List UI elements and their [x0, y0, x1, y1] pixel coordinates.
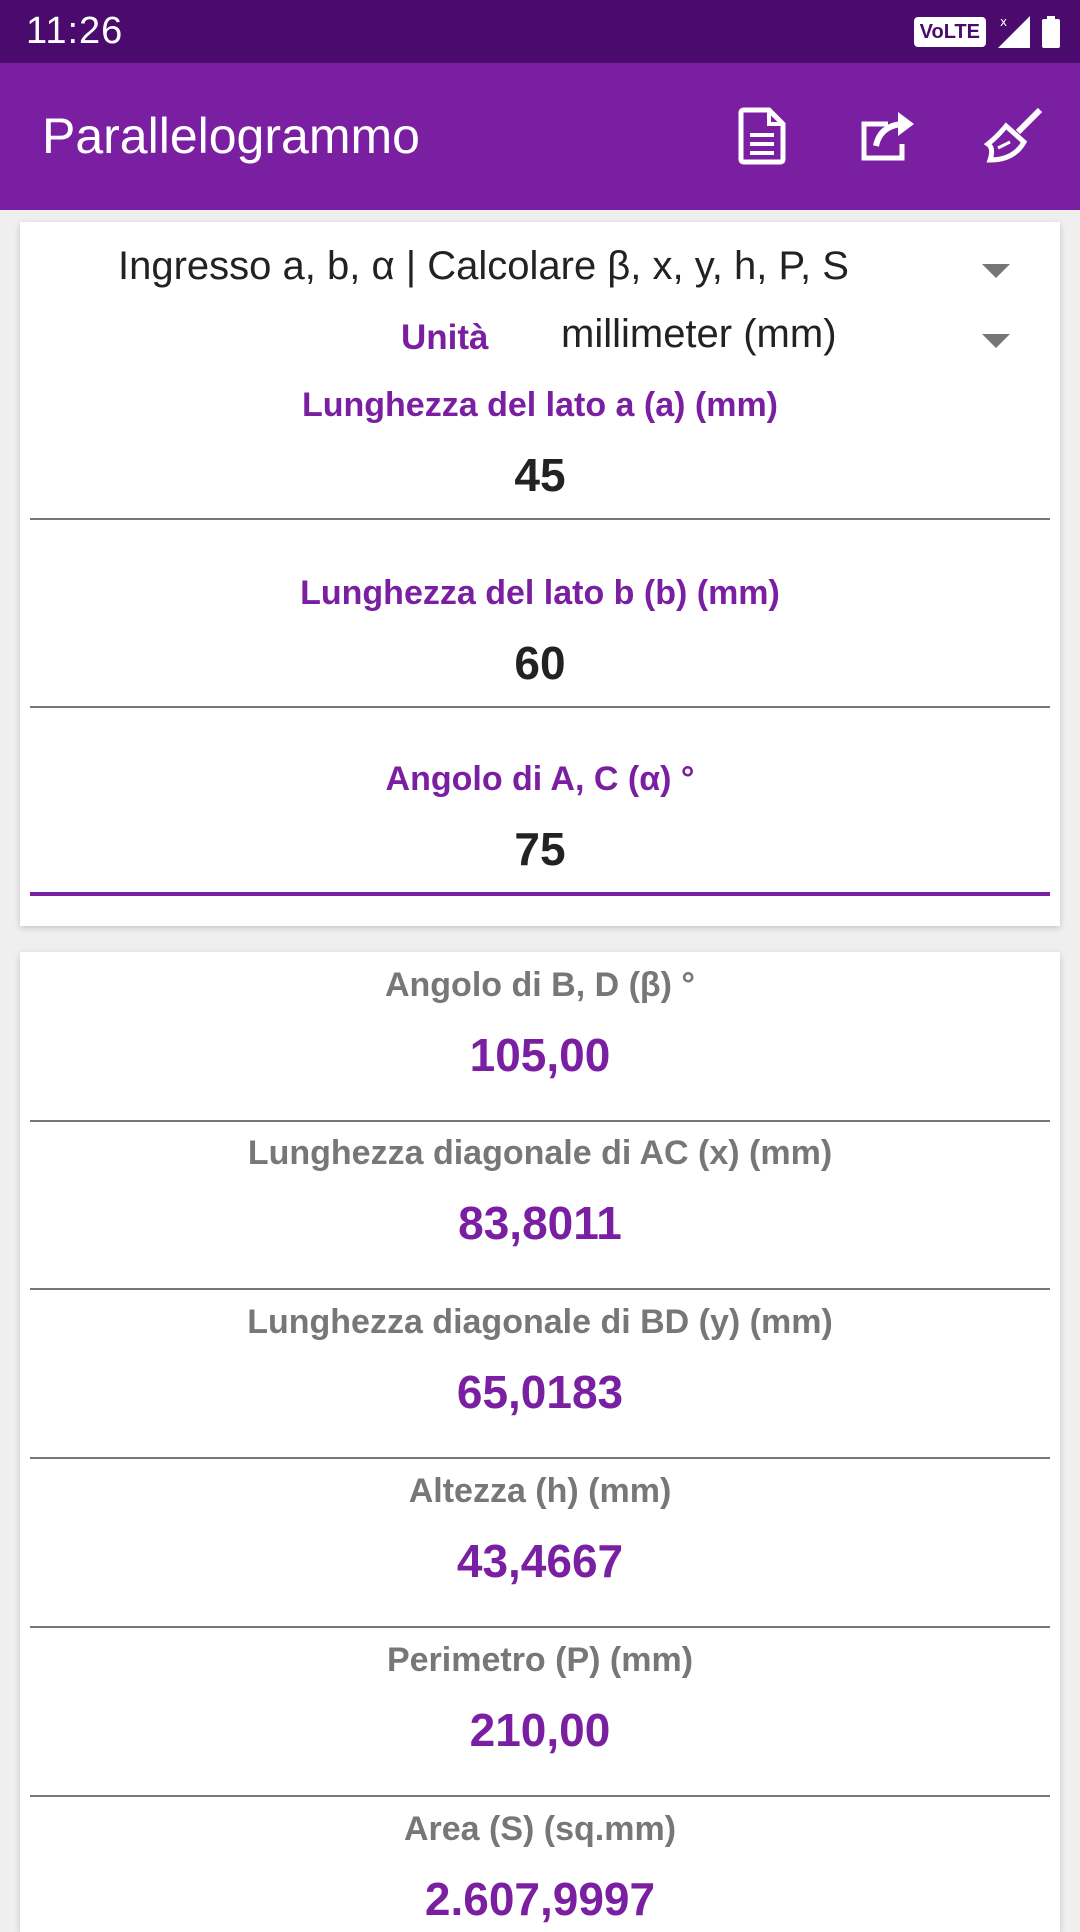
side-a-label: Lunghezza del lato a (a) (mm): [301, 386, 779, 424]
volte-badge: VoLTE: [914, 17, 986, 47]
battery-icon: [1042, 16, 1060, 48]
document-button[interactable]: [727, 103, 797, 173]
output-row-height: [30, 1472, 1050, 1632]
broom-icon: [984, 108, 1044, 169]
angle-alpha-field[interactable]: [30, 760, 1050, 930]
status-bar: [0, 0, 1080, 63]
clear-button[interactable]: [979, 103, 1049, 173]
chevron-down-icon: [982, 264, 1010, 278]
side-b-label: Lunghezza del lato b (b) (mm): [300, 574, 780, 612]
output-row-diagonal-ac: [30, 1134, 1050, 1294]
output-value: 2.607,9997: [424, 1873, 656, 1925]
status-time: 11:26: [26, 10, 124, 52]
output-divider: [30, 1120, 1050, 1122]
side-a-field[interactable]: [30, 386, 1050, 556]
unit-dropdown[interactable]: [20, 308, 1060, 368]
mode-dropdown-value: Ingresso a, b, α | Calcolare β, x, y, h, P, S: [118, 244, 849, 288]
output-row-area: [30, 1810, 1050, 1932]
side-b-underline: [30, 706, 1050, 708]
output-divider: [30, 1795, 1050, 1797]
side-a-input[interactable]: 45: [514, 449, 566, 501]
output-divider: [30, 1288, 1050, 1290]
unit-label: Unità: [401, 318, 489, 357]
angle-alpha-input[interactable]: 75: [514, 823, 566, 875]
page-title: Parallelogrammo: [42, 108, 420, 164]
output-value: 105,00: [469, 1029, 611, 1081]
status-icons: [914, 14, 1060, 50]
output-value: 43,4667: [456, 1535, 624, 1587]
output-label: Altezza (h) (mm): [408, 1472, 672, 1510]
output-label: Perimetro (P) (mm): [386, 1641, 694, 1679]
output-label: Area (S) (sq.mm): [403, 1810, 677, 1848]
svg-text:x: x: [1000, 15, 1008, 29]
output-row-diagonal-bd: [30, 1303, 1050, 1463]
output-row-beta: [30, 966, 1050, 1126]
side-b-field[interactable]: [30, 574, 1050, 744]
angle-alpha-label: Angolo di A, C (α) °: [385, 760, 695, 798]
output-label: Lunghezza diagonale di AC (x) (mm): [247, 1134, 833, 1172]
mode-dropdown[interactable]: [20, 238, 1060, 298]
input-card: [20, 222, 1060, 926]
output-value: 65,0183: [456, 1366, 624, 1418]
output-value: 83,8011: [458, 1197, 622, 1249]
output-card: [20, 952, 1060, 1932]
side-a-underline: [30, 518, 1050, 520]
app-bar: [0, 63, 1080, 210]
angle-alpha-underline-focused: [30, 892, 1050, 896]
share-icon: [858, 110, 916, 167]
output-value: 210,00: [469, 1704, 611, 1756]
output-row-perimeter: [30, 1641, 1050, 1801]
document-icon: [737, 107, 787, 170]
output-label: Angolo di B, D (β) °: [384, 966, 696, 1004]
side-b-input[interactable]: 60: [514, 637, 566, 689]
output-divider: [30, 1626, 1050, 1628]
signal-icon: [996, 14, 1032, 50]
chevron-down-icon: [982, 334, 1010, 348]
output-label: Lunghezza diagonale di BD (y) (mm): [247, 1303, 833, 1341]
share-button[interactable]: [852, 103, 922, 173]
output-divider: [30, 1457, 1050, 1459]
unit-dropdown-value: millimeter (mm): [561, 312, 837, 356]
